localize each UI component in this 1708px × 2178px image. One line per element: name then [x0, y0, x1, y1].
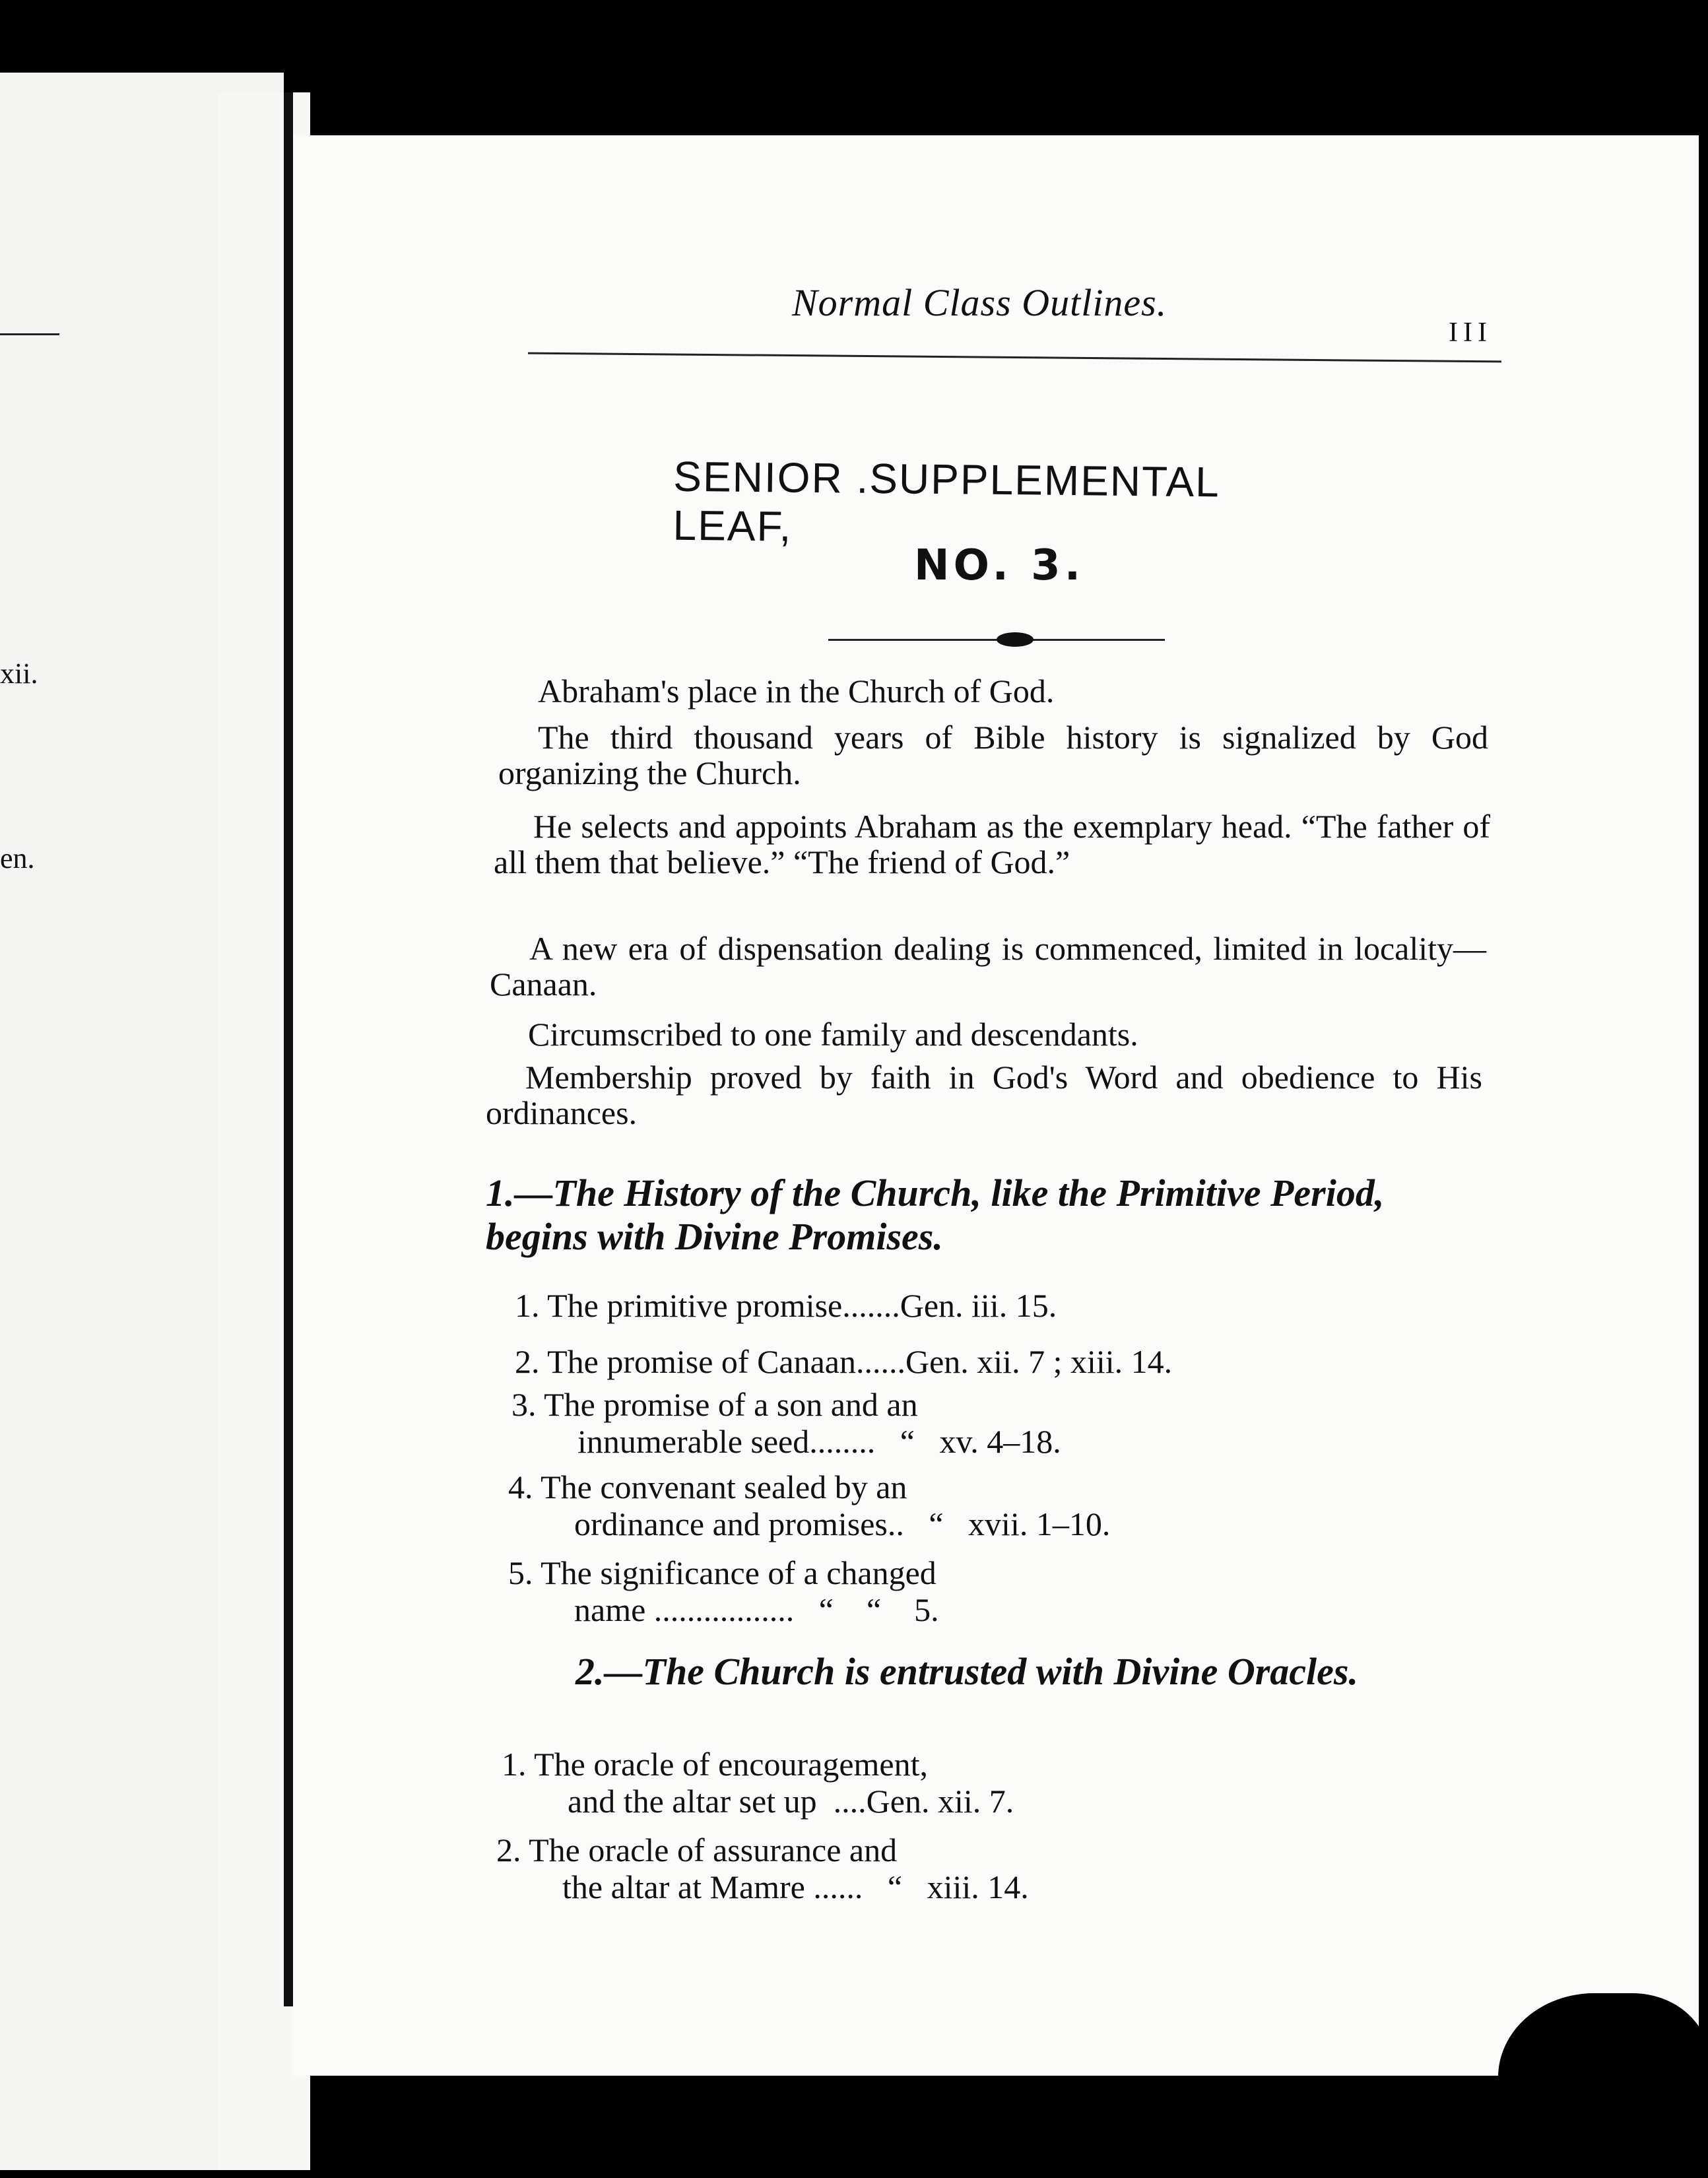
paragraph: Abraham's place in the Church of God. [538, 673, 1055, 710]
left-page-fragment: xii. [0, 657, 38, 690]
paragraph: The third thousand years of Bible history is signalized by God organizing the Church. [498, 719, 1488, 791]
page-title: SENIOR .SUPPLEMENTAL LEAF, [673, 452, 1219, 550]
section-heading: 2.—The Church is entrusted with Divine Oracles. [575, 1650, 1358, 1693]
left-page-fragment: en. [0, 842, 35, 874]
outline-item: 1. The oracle of encouragement, and the altar set up ....Gen. xii. 7. [502, 1746, 1014, 1820]
paragraph: Circumscribed to one family and descendants. [528, 1016, 1138, 1053]
paragraph: A new era of dispensation dealing is commenced, limited in locality—Canaan. [490, 930, 1486, 1003]
scan-shadow [1498, 1993, 1708, 2178]
page-subtitle: NO. 3. [914, 541, 1084, 590]
outline-item: 3. The promise of a son and an innumerable seed........ “ xv. 4–18. [511, 1386, 1061, 1460]
ornament-dot [997, 632, 1034, 647]
outline-item: 1. The primitive promise.......Gen. iii. 15. [515, 1287, 1057, 1324]
book-spine [284, 92, 293, 2006]
running-head: Normal Class Outlines. [792, 281, 1167, 324]
page-number: III [1449, 317, 1492, 348]
section-heading: 1.—The History of the Church, like the Primitive Period, begins with Divine Promises. [486, 1172, 1385, 1258]
outline-item: 4. The convenant sealed by an ordinance and promises.. “ xvii. 1–10. [508, 1468, 1111, 1542]
outline-item: 5. The significance of a changed name ................. “ “ 5. [508, 1554, 939, 1628]
paragraph: Membership proved by faith in God's Word and obedience to His ordinances. [486, 1059, 1482, 1131]
outline-item: 2. The oracle of assurance and the altar at Mamre ...... “ xiii. 14. [496, 1832, 1029, 1905]
outline-item: 2. The promise of Canaan......Gen. xii. 7 ; xiii. 14. [515, 1343, 1173, 1380]
paragraph: He selects and appoints Abraham as the exemplary head. “The father of all them that believe.” “The friend of God.” [494, 808, 1490, 880]
left-page-rule [0, 333, 59, 335]
